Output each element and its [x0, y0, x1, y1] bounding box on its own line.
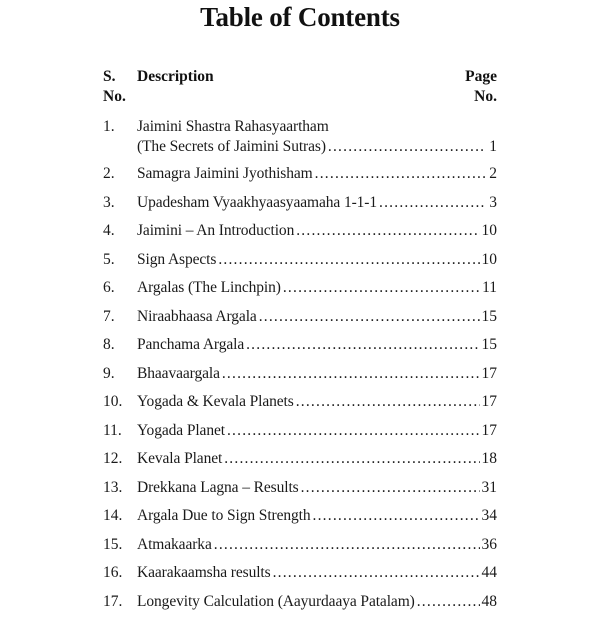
toc-entry-number: 6.: [103, 278, 135, 298]
toc-entry-number: 16.: [103, 563, 135, 583]
toc-entry-title: Niraabhaasa Argala: [137, 307, 257, 327]
toc-entry: [0, 305, 600, 334]
toc-entry: [0, 476, 600, 505]
toc-entry-page-number: 31: [482, 478, 498, 498]
toc-entry-page-number: 17: [482, 392, 498, 412]
toc-entry-page-number: 10: [482, 221, 498, 241]
toc-entry-title: Kevala Planet: [137, 449, 222, 469]
dot-leader: [301, 478, 480, 498]
toc-entry-number: 14.: [103, 506, 135, 526]
toc-list: [0, 115, 600, 618]
toc-entry-number: 5.: [103, 250, 135, 270]
toc-entry-number: 15.: [103, 535, 135, 555]
toc-entry-description: [137, 421, 497, 441]
toc-entry-title: Samagra Jaimini Jyothisham: [137, 164, 313, 184]
toc-entry-description: [137, 193, 497, 213]
toc-entry-number: 2.: [103, 164, 135, 184]
header-serial-number-line1: S.: [103, 67, 143, 87]
toc-entry-page-number: 17: [482, 364, 498, 384]
toc-entry: [0, 115, 600, 162]
toc-entry-page-number: 18: [482, 449, 498, 469]
dot-leader: [417, 592, 480, 612]
dot-leader: [296, 221, 479, 241]
header-description: Description: [137, 67, 214, 87]
toc-entry-description: [137, 250, 497, 270]
toc-entry-number: 7.: [103, 307, 135, 327]
toc-entry-number: 11.: [103, 421, 135, 441]
toc-entry-page-number: 44: [482, 563, 498, 583]
toc-entry-title: Kaarakaamsha results: [137, 563, 271, 583]
toc-entry-title: Yogada Planet: [137, 421, 225, 441]
toc-entry-description: [137, 364, 497, 384]
toc-entry-page-number: 48: [482, 592, 498, 612]
dot-leader: [313, 506, 480, 526]
toc-entry-title: Jaimini Shastra Rahasyaartham: [137, 117, 329, 137]
toc-entry-number: 13.: [103, 478, 135, 498]
header-page-number-line1: Page: [465, 67, 497, 87]
toc-entry: [0, 447, 600, 476]
toc-entry-page-number: 11: [482, 278, 497, 298]
toc-entry: [0, 419, 600, 448]
toc-entry-page-number: 15: [482, 307, 498, 327]
toc-entry-title: Atmakaarka: [137, 535, 212, 555]
toc-entry-subtitle: (The Secrets of Jaimini Sutras): [137, 137, 326, 157]
toc-entry-title: Argalas (The Linchpin): [137, 278, 281, 298]
toc-entry: [0, 162, 600, 191]
dot-leader: [214, 535, 480, 555]
dot-leader: [259, 307, 480, 327]
toc-entry: [0, 191, 600, 220]
toc-entry-number: 12.: [103, 449, 135, 469]
dot-leader: [315, 164, 485, 184]
toc-entry: [0, 276, 600, 305]
toc-entry-number: 10.: [103, 392, 135, 412]
toc-entry-title: Drekkana Lagna – Results: [137, 478, 299, 498]
toc-entry-number: 9.: [103, 364, 135, 384]
header-serial-number-line2: No.: [103, 87, 143, 107]
dot-leader: [296, 392, 480, 412]
toc-entry: [0, 390, 600, 419]
dot-leader: [227, 421, 480, 441]
toc-entry-page-number: 15: [482, 335, 498, 355]
toc-entry-page-number: 17: [482, 421, 498, 441]
toc-entry-page-number: 10: [482, 250, 498, 270]
toc-entry: [0, 561, 600, 590]
toc-entry-description: [137, 335, 497, 355]
toc-entry-page-number: 3: [487, 193, 497, 213]
dot-leader: [246, 335, 479, 355]
toc-entry-title: Upadesham Vyaakhyaasyaamaha 1-1-1: [137, 193, 377, 213]
toc-entry: [0, 590, 600, 618]
toc-entry-description: [137, 592, 497, 612]
toc-entry-title: Argala Due to Sign Strength: [137, 506, 311, 526]
toc-entry-description: [137, 117, 497, 157]
toc-entry-description: [137, 392, 497, 412]
toc-entry: [0, 248, 600, 277]
toc-entry: [0, 504, 600, 533]
toc-entry-description: [137, 164, 497, 184]
toc-entry-page-number: 2: [487, 164, 497, 184]
header-page-number-line2: No.: [465, 87, 497, 107]
toc-entry-number: 17.: [103, 592, 135, 612]
toc-entry-description: [137, 478, 497, 498]
header-page-number: [465, 67, 497, 107]
toc-entry-page-number: 1: [487, 137, 497, 157]
toc-entry-page-number: 34: [482, 506, 498, 526]
dot-leader: [328, 137, 485, 157]
dot-leader: [273, 563, 480, 583]
toc-entry-number: 8.: [103, 335, 135, 355]
toc-entry-description: [137, 307, 497, 327]
toc-entry: [0, 533, 600, 562]
toc-entry-title: Panchama Argala: [137, 335, 244, 355]
page-title: Table of Contents: [0, 2, 600, 33]
toc-entry-title: Sign Aspects: [137, 250, 216, 270]
toc-entry-description: [137, 506, 497, 526]
toc-entry-page-number: 36: [482, 535, 498, 555]
dot-leader: [224, 449, 479, 469]
dot-leader: [218, 250, 479, 270]
toc-entry-description: [137, 278, 497, 298]
toc-entry: [0, 333, 600, 362]
toc-entry-description: [137, 449, 497, 469]
dot-leader: [222, 364, 480, 384]
toc-entry-number: 1.: [103, 117, 135, 137]
toc-entry-title: Longevity Calculation (Aayurdaaya Patalam): [137, 592, 415, 612]
toc-entry-title: Jaimini – An Introduction: [137, 221, 294, 241]
toc-entry-description: [137, 221, 497, 241]
toc-entry-description: [137, 563, 497, 583]
toc-entry: [0, 362, 600, 391]
toc-entry-number: 4.: [103, 221, 135, 241]
toc-entry-number: 3.: [103, 193, 135, 213]
toc-entry-description: [137, 535, 497, 555]
dot-leader: [283, 278, 480, 298]
toc-entry-title: Bhaavaargala: [137, 364, 220, 384]
toc-entry-title: Yogada & Kevala Planets: [137, 392, 294, 412]
dot-leader: [379, 193, 485, 213]
toc-entry: [0, 219, 600, 248]
